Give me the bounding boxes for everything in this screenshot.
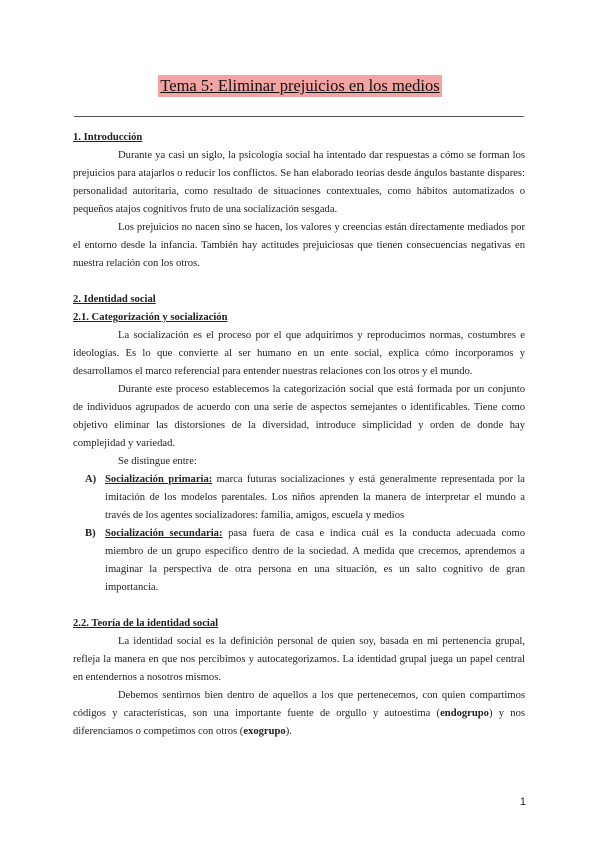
list-marker: A) <box>85 474 97 485</box>
page-title: Tema 5: Eliminar prejuicios en los medios <box>160 76 440 95</box>
term-endogrupo: endogrupo <box>440 708 489 719</box>
paragraph-text: ). <box>285 726 292 737</box>
list-item <box>73 471 525 525</box>
paragraph: Los prejuicios no nacen sino se hacen, los valores y creencias están directamente mediados por el entorno desde la infancia. También hay actitudes prejuiciosas que tienen consecuencias negativas en nuestra relación con los otros. <box>73 222 525 269</box>
term-exogrupo: exogrupo <box>243 726 286 737</box>
list-marker: B) <box>85 528 96 539</box>
spacer <box>73 273 525 291</box>
paragraph: Durante ya casi un siglo, la psicología social ha intentado dar respuestas a cómo se forman los prejuicios para atajarlos o reducir los conflictos. Se han elaborado teorías desde ángulos bastante dispares: personalidad autoritaria, como resultado de situaciones contextuales, como hábitos automatizados o pequeños atajos cognitivos fruto de una socialización sesgada. <box>73 150 525 215</box>
paragraph <box>73 687 525 741</box>
subsection-heading-teoria-identidad: 2.2. Teoría de la identidad social <box>73 618 219 629</box>
page-number: 1 <box>519 796 526 808</box>
title-divider <box>74 116 524 117</box>
paragraph-text: ) y nos diferenciamos o competimos con otros ( <box>73 708 525 737</box>
list-term: Socialización primaria: <box>105 474 213 485</box>
section-heading-introduccion: 1. Introducción <box>73 132 143 143</box>
paragraph: Se distingue entre: <box>118 456 197 467</box>
list-text: marca futuras socializaciones y está generalmente representada por la imitación de los modelos parentales. Los niños aprenden la manera de interpretar el mundo a través de los agentes socializadores: familia, amigos, escuela y medios <box>105 474 525 521</box>
subsection-heading-categorizacion: 2.1. Categorización y socialización <box>73 312 228 323</box>
paragraph: Durante este proceso establecemos la categorización social que está formada por un conjunto de individuos agrupados de acuerdo con una serie de aspectos semejantes o identificables. Tiene como objetivo eliminar las distorsiones de la diversidad, introduce simplicidad y orden de donde hay complejidad y variedad. <box>73 384 525 449</box>
socialization-list <box>73 471 525 597</box>
document-body <box>73 129 525 741</box>
paragraph-text: Debemos sentirnos bien dentro de aquellos a los que pertenecemos, con quien compartimos códigos y características, son una importante fuente de orgullo y autoestima ( <box>73 690 525 719</box>
paragraph: La identidad social es la definición personal de quien soy, basada en mi pertenencia grupal, refleja la manera en que nos percibimos y autocategorizamos. La identidad grupal juega un papel central en entendernos a nosotros mismos. <box>73 636 525 683</box>
spacer <box>73 597 525 615</box>
title-container <box>0 75 600 97</box>
paragraph: La socialización es el proceso por el que adquirimos y reproducimos normas, costumbres e ideologías. Es lo que convierte al ser humano en un ente social, explica cómo incorporamos y desarrollamos el marco referencial para entender nuestras relaciones con los otros y el mundo. <box>73 330 525 377</box>
list-item <box>73 525 525 597</box>
list-text: pasa fuera de casa e indica cuál es la conducta adecuada como miembro de un grupo específico dentro de la sociedad. A medida que crecemos, aprendemos a imaginar la perspectiva de otra persona en una situación, es un salto cognitivo de gran importancia. <box>105 528 526 593</box>
section-heading-identidad-social: 2. Identidad social <box>73 294 156 305</box>
list-term: Socialización secundaria: <box>105 528 223 539</box>
